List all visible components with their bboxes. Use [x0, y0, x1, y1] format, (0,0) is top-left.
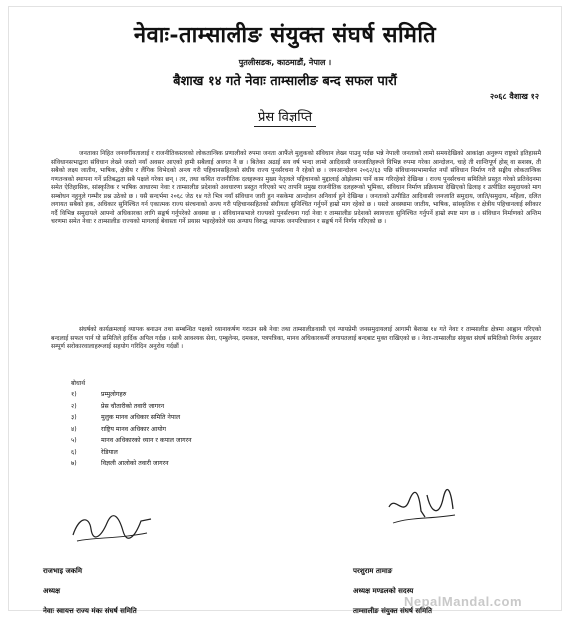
right-signatory-role: अध्यक्ष मण्डलको सदस्य [353, 587, 414, 595]
cc-item: २) प्रेस चौतारीको तवारी जागरन [71, 402, 165, 410]
left-signatory-name: राजभाइ जकमि [43, 567, 83, 575]
body-paragraph-2: संघर्षको कार्यक्रमलाई व्यापक बनाउन तथा सम्बन्धित पक्षको ध्यानाकर्षण गराउन सबै नेवाः तथा ताम्सालीङवासी एवं न्यायप्रेमी जनसमुदायलाई आगामी बैशाख १४ गते नेवाः र ताम्सालीङ क्षेत्रमा आह्वान गरिएको बन्दलाई सफल पार्न यो समितिले हार्दिक अपिल गर्दछ । साथै आवश्यक सेवा, एम्बुलेन्स, दमकल, पत्रपत्रिका, मानव अधिकारकर्मी लगायतलाई बन्दबाट मुक्त राखिएको छ । नेवाः-ताम्सालीङ संयुक्त संघर्ष समितिको निर्णय अनुसार सम्पूर्ण सरोकारवालाहरूलाई सहयोग गरिदिन अनुरोध गर्दछौं । [51, 326, 541, 351]
press-release-title: प्रेस विज्ञप्ति [254, 107, 316, 127]
left-signatory-role: अध्यक्ष [43, 587, 61, 595]
address-line: पुतलीसडक, काठमाडौं, नेपाल । [238, 58, 332, 67]
cc-label: बोधार्थ [71, 380, 86, 387]
cc-item: ६) रेडियाल [71, 448, 118, 456]
left-signature [67, 507, 157, 547]
cc-list [71, 389, 192, 470]
cc-item: १) प्रम्मुलोगहरु [71, 391, 127, 398]
right-signatory-org: ताम्सालीङ संयुक्त संघर्ष समिति [353, 607, 432, 615]
site-watermark: NepalMandal.com [404, 594, 523, 609]
release-date: २०६८ वैशाख १२ [489, 92, 539, 101]
right-signature [381, 487, 461, 533]
cc-item: ४) राष्ट्रिय मानव अधिकार आयोग [71, 425, 167, 433]
body-paragraph-1: जनताका निहित जनवर्गीयतालाई र राजनीतिकस्तरको लोकतान्त्रिक प्रणालीको रुपमा जनता आफैंले मुलुकको संविधान लेख्न पाउनु पर्दछ भन्ने नेपाली जनताको लामो समयदेखिको आकांक्षा अनुरूप राष्ट्रको इतिहासमै संविधानसभाद्वारा संविधान लेख्ने जस्तो नयाँ अवसर आएको हामी सबैलाई अवगत नै छ । बितेका अढाई सय वर्ष भन्दा लामो आदिवासी जनजातिहरूले विभिन्न रुपमा गरेका आन्दोलन, चाहे ती शान्तिपूर्ण होस् वा सशस्त्र, ती सबैको लक्ष्य जातीय, भाषिक, क्षेत्रीय र लैंगिक विभेदको अन्त्य गरी पहिचानसहितको संघीय राज्य पुनर्संरचना नै रहेको छ । जनआन्दोलन २०६२/६३ पछि संविधानसभामार्फत नयाँ संविधान निर्माण गरी सङ्घीय लोकतान्त्रिक गणतन्त्रको स्थापना गर्ने प्रतिबद्धता सबै पक्षले गरेका छन् । तर, तथा कथित राजनीतिक दलहरूका मुख्य नेतृत्वले पहिचानको मुद्दालाई ओझेलमा पार्ने काम गरिरहेको देखिन्छ । राज्य पुनर्संरचना समितिले प्रस्तुत गरेको प्रतिवेदनमा समेत ऐतिहासिक, सांस्कृतिक र भाषिक आधारमा नेवाः र ताम्सालीङ प्रदेशको अवधारणा प्रस्तुत गरिएको भए तापनि प्रमुख राजनीतिक दलहरूको भूमिका, संविधान निर्माण प्रक्रियामा देखिएको ढिलाइ र उत्पीडित समुदायको माग सम्बोधन नहुनुले गम्भीर प्रश्न उठेको छ । यसै सन्दर्भमा २०६८ जेठ १४ गते भित्र नयाँ संविधान जारी हुन नसकेमा आन्दोलन अनिवार्य हुने देखिन्छ । जनताको उत्पीडित आदिवासी जनजाति समुदाय, जाति/समुदाय, महिला, दलित लगायत सबैको हक, अधिकार सुनिश्चित गर्न एकात्मक राज्य संरचनाको अन्त्य गरी पहिचानसहितको संघीयता सुनिश्चित गर्नुपर्ने हाम्रो माग रहेको छ । यस्तो अवस्थामा जातीय, भाषिक, सांस्कृतिक र क्षेत्रीय पहिचानलाई स्वीकार गर्दै विभिन्न समुदायले आफ्नो अधिकारका लागि सङ्घर्ष गर्नुपरेको अवस्था छ । संविधानसभाले राज्यको पुनर्संरचना गर्दा नेवाः र ताम्सालीङ प्रदेशको स्वायत्तता सुनिश्चित गर्नुपर्ने हाम्रो स्पष्ट माग छ । संविधान निर्माणको अन्तिम चरणमा समेत नेवाः र ताम्सालीङ राज्यको मागलाई बेवास्ता गर्ने प्रयास भइरहेकोले यस अन्याय विरुद्ध व्यापक जनपरिचालन र सङ्घर्ष गर्ने निर्णय गरिएको छ । [51, 150, 541, 226]
cc-item: ५) मानव अधिकारको ध्यान र कपाल जागरन [71, 437, 192, 444]
left-signatory-org: नेवाः स्वायत्त राज्य मंकः संघर्ष समिति [43, 607, 137, 615]
cc-item: ७) विज्ञली आलोको तवारी जागरन [71, 460, 169, 467]
press-release-heading [9, 107, 561, 127]
press-release-document [8, 6, 562, 615]
right-signatory-name: परशुराम तामाङ [353, 567, 393, 575]
cc-item: ३) मुलुक मानव अधिकार समिति नेपाल [71, 414, 181, 421]
headline: बैशाख १४ गते नेवाः ताम्सालीङ बन्द सफल पारौं [173, 74, 397, 89]
committee-title: नेवाः-ताम्सालीङ संयुक्त संघर्ष समिति [133, 22, 437, 48]
